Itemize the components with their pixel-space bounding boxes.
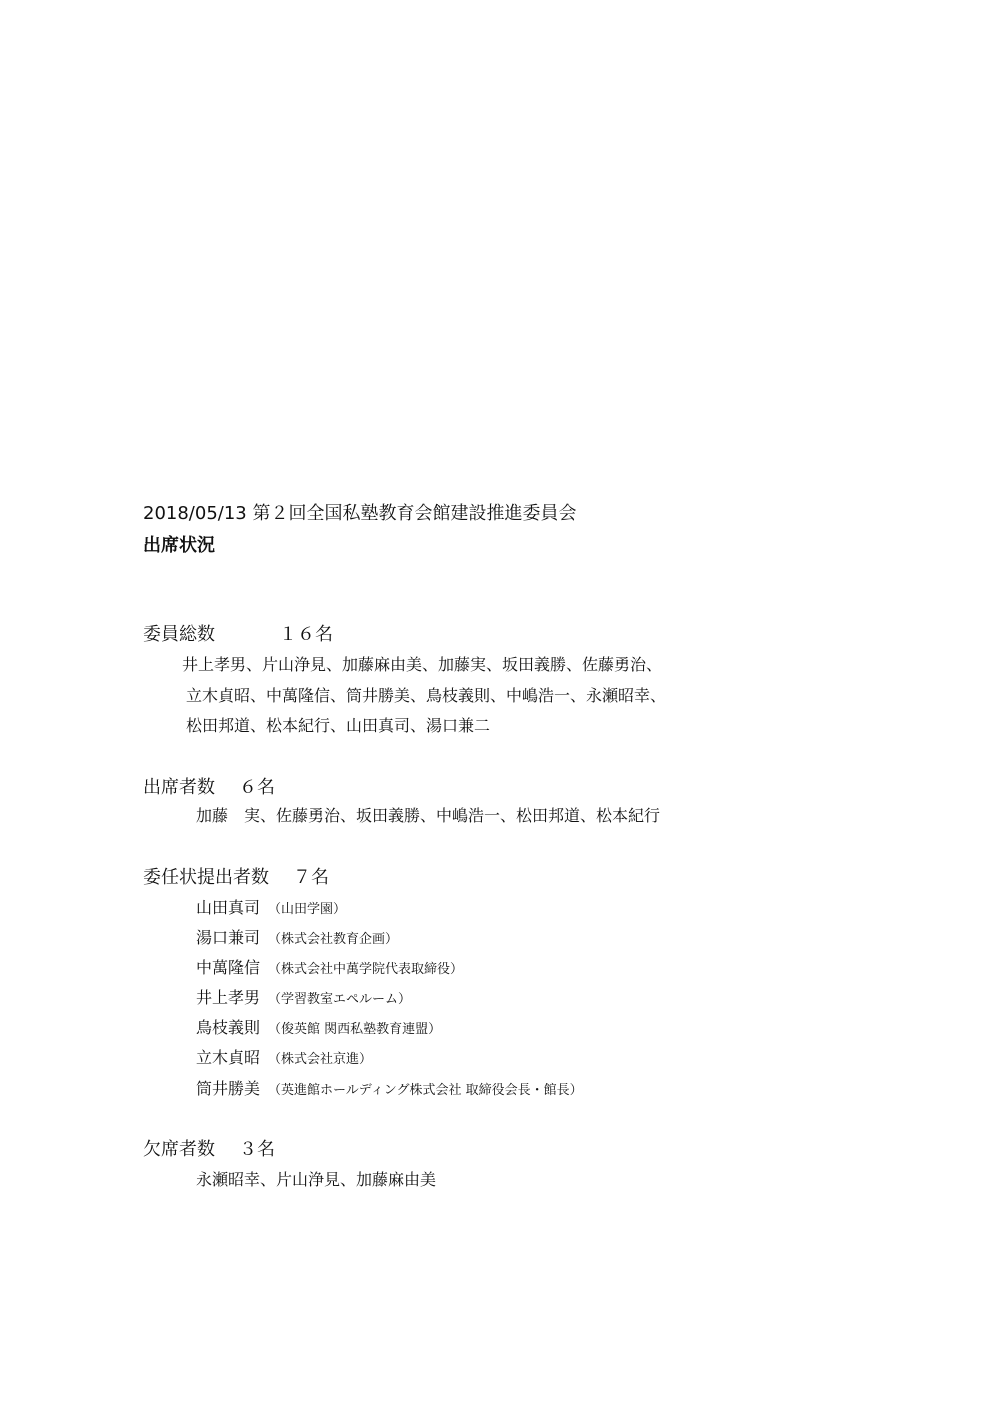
proxy-organization: （学習教室エペルーム）: [268, 992, 412, 1007]
proxies-label: 委任状提出者数: [143, 867, 269, 888]
absentees-label: 欠席者数: [143, 1139, 215, 1160]
proxy-name: 立木貞昭: [196, 1048, 261, 1067]
proxies-count: ７名: [293, 867, 329, 888]
absentees-list: 永瀬昭幸、片山浄見、加藤麻由美: [196, 1170, 437, 1189]
proxy-item: [196, 900, 346, 916]
proxy-organization: （俊英館 関西私塾教育連盟）: [268, 1022, 442, 1037]
meeting-title: 2018/05/13 第２回全国私塾教育会館建設推進委員会: [143, 503, 577, 524]
proxy-organization: （山田学園）: [268, 902, 347, 917]
attendance-status-heading: 出席状況: [143, 535, 215, 556]
attendees-list: 加藤 実、佐藤勇治、坂田義勝、中嶋浩一、松田邦道、松本紀行: [196, 806, 661, 825]
proxy-organization: （株式会社教育企画）: [268, 932, 399, 947]
proxy-item: [196, 1020, 441, 1036]
proxy-name: 山田真司: [196, 898, 261, 917]
attendees-label: 出席者数: [143, 777, 215, 798]
proxy-item: [196, 1081, 583, 1097]
proxies-row: [143, 869, 329, 887]
proxy-item: [196, 990, 411, 1006]
members-list-line: 井上孝男、片山浄見、加藤麻由美、加藤実、坂田義勝、佐藤勇治、: [182, 655, 663, 674]
members-total-label: 委員総数: [143, 624, 215, 645]
proxy-name: 鳥枝義則: [196, 1018, 261, 1037]
members-list-line: 立木貞昭、中萬隆信、筒井勝美、鳥枝義則、中嶋浩一、永瀬昭幸、: [186, 686, 667, 705]
proxy-name: 筒井勝美: [196, 1079, 261, 1098]
proxy-name: 湯口兼司: [196, 928, 261, 947]
proxy-organization: （英進館ホールディング株式会社 取締役会長・館長）: [268, 1083, 583, 1098]
attendees-row: [143, 779, 275, 797]
proxy-item: [196, 960, 463, 976]
proxy-organization: （株式会社京進）: [268, 1052, 373, 1067]
attendees-count: ６名: [239, 777, 275, 798]
absentees-row: [143, 1141, 275, 1159]
proxy-organization: （株式会社中萬学院代表取締役）: [268, 962, 464, 977]
absentees-count: ３名: [239, 1139, 275, 1160]
members-total-count: １６名: [279, 624, 333, 645]
proxy-name: 井上孝男: [196, 988, 261, 1007]
proxy-item: [196, 1050, 372, 1066]
members-total-row: [143, 626, 333, 644]
members-list-line: 松田邦道、松本紀行、山田真司、湯口兼二: [186, 716, 491, 735]
proxy-name: 中萬隆信: [196, 958, 261, 977]
proxy-item: [196, 930, 398, 946]
